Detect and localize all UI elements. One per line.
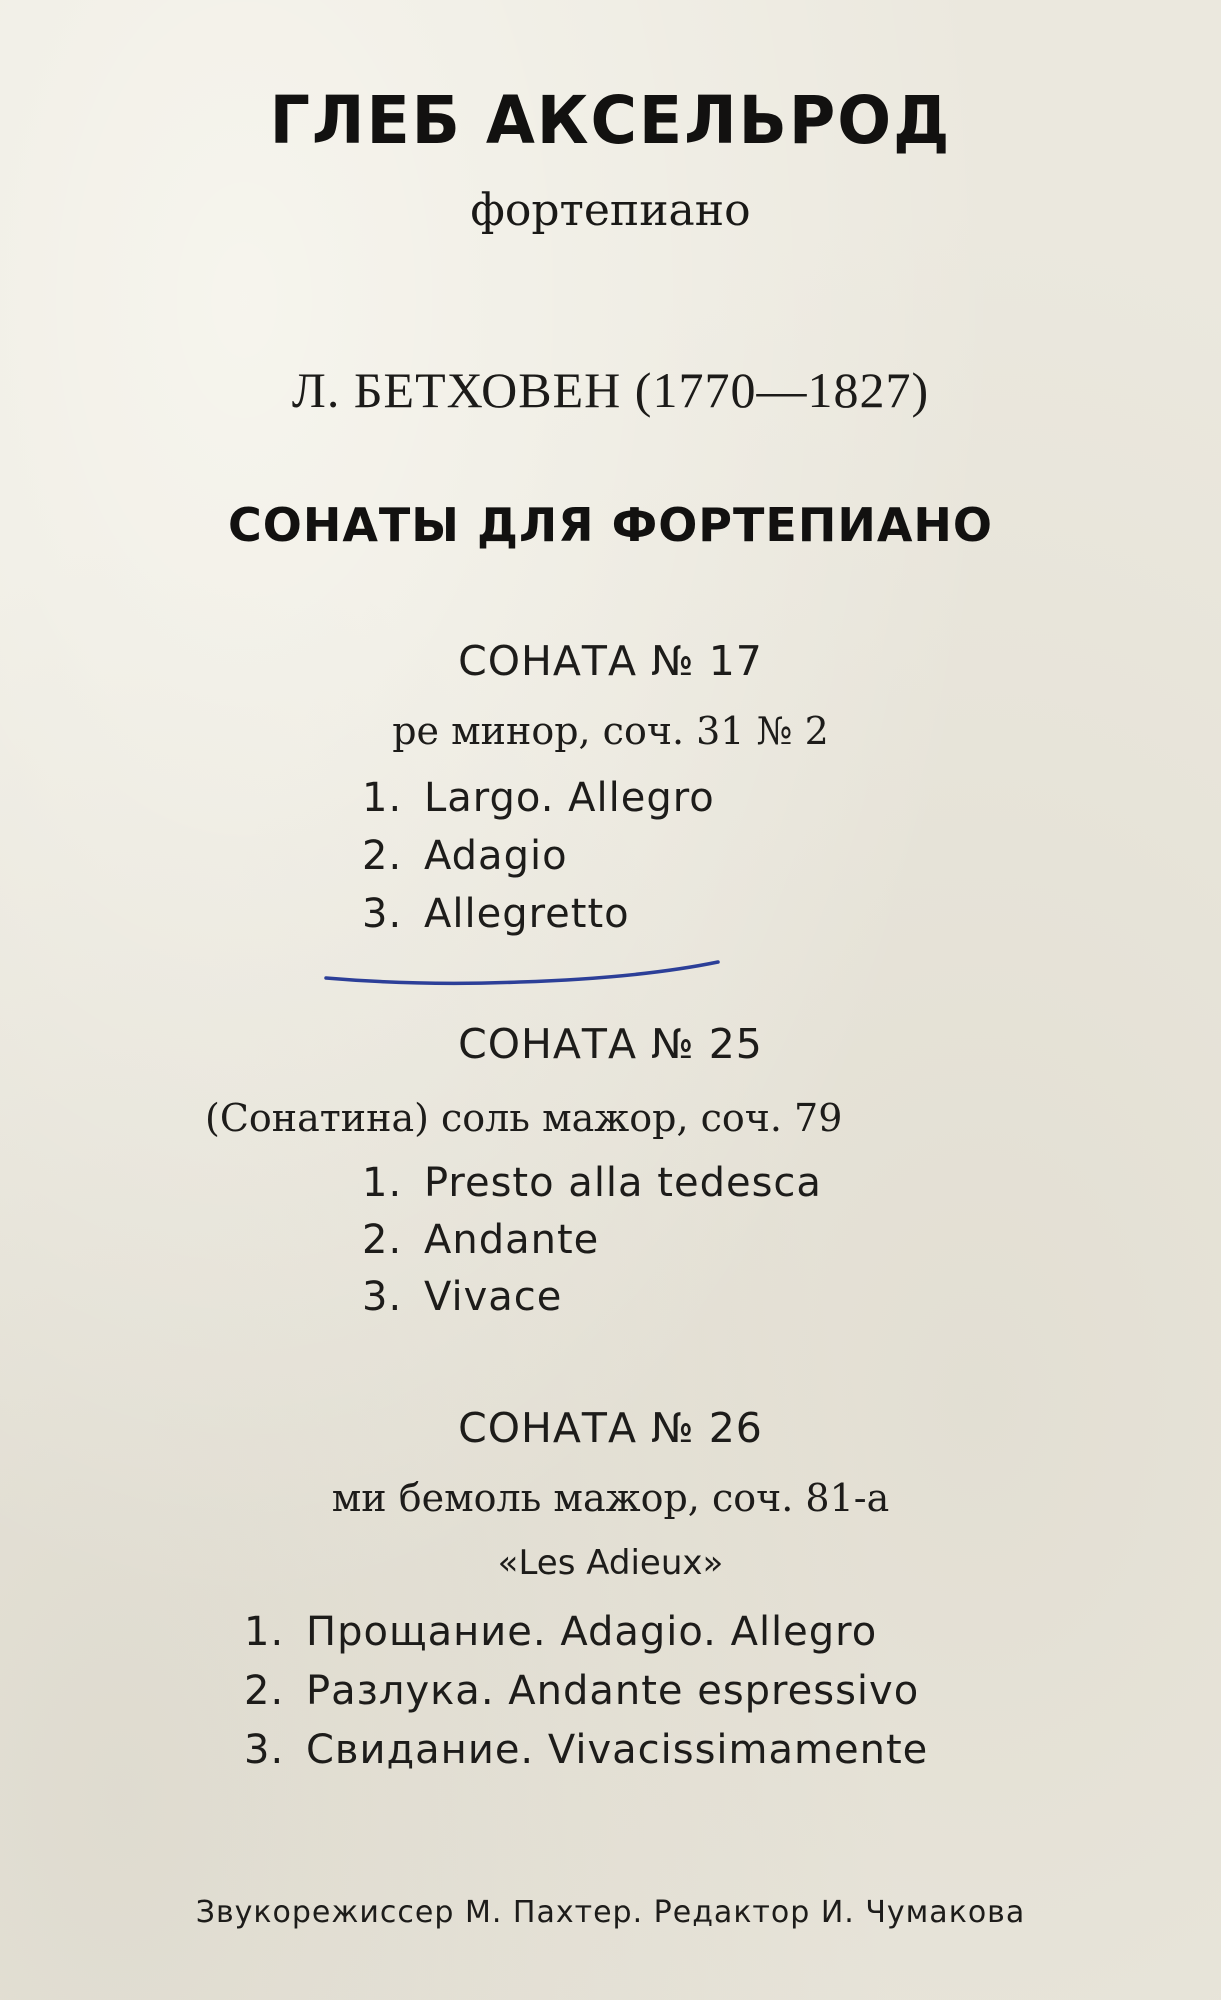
movement-number: 1. — [362, 775, 403, 821]
movement-number: 3. — [362, 1274, 403, 1320]
credits-line: Звукорежиссер М. Пахтер. Редактор И. Чумакова — [195, 1895, 1026, 1930]
movement-number: 3. — [244, 1727, 285, 1773]
movement-number: 2. — [362, 1217, 403, 1263]
movement-item — [244, 1668, 1144, 1714]
movement-label: Свидание. Vivacissimamente — [306, 1727, 929, 1773]
movement-label: Vivace — [424, 1274, 563, 1320]
movement-number: 3. — [362, 891, 403, 937]
movement-label: Largo. Allegro — [424, 775, 715, 821]
movement-number: 1. — [362, 1160, 403, 1206]
movement-item — [362, 1217, 1062, 1263]
movement-label: Разлука. Andante espressivo — [306, 1668, 920, 1714]
collection-title: СОНАТЫ ДЛЯ ФОРТЕПИАНО — [227, 498, 994, 552]
sonata-key: ми бемоль мажор, соч. 81-а — [331, 1476, 890, 1520]
movement-label: Allegretto — [424, 891, 630, 937]
performer-instrument: фортепиано — [470, 185, 751, 236]
sonata-key: (Сонатина) соль мажор, соч. 79 — [205, 1096, 843, 1140]
sonata-nickname: «Les Adieux» — [497, 1543, 724, 1583]
performer-name: ГЛЕБ АКСЕЛЬРОД — [269, 82, 952, 159]
sonata-key: ре минор, соч. 31 № 2 — [392, 709, 829, 753]
movement-label: Adagio — [424, 833, 568, 879]
composer-name: Л. БЕТХОВЕН (1770—1827) — [291, 362, 930, 418]
movement-item — [244, 1609, 1144, 1655]
sonata-title: СОНАТА № 17 — [458, 637, 763, 685]
movement-item — [244, 1727, 1144, 1773]
movement-number: 2. — [362, 833, 403, 879]
sonata-title: СОНАТА № 26 — [458, 1404, 763, 1452]
movement-label: Andante — [424, 1217, 600, 1263]
movement-label: Presto alla tedesca — [424, 1160, 822, 1206]
movement-number: 2. — [244, 1668, 285, 1714]
movement-item — [362, 1160, 1062, 1206]
movement-label: Прощание. Adagio. Allegro — [306, 1609, 878, 1655]
movement-number: 1. — [244, 1609, 285, 1655]
sonata-title: СОНАТА № 25 — [458, 1020, 763, 1068]
movement-item — [362, 1274, 1062, 1320]
